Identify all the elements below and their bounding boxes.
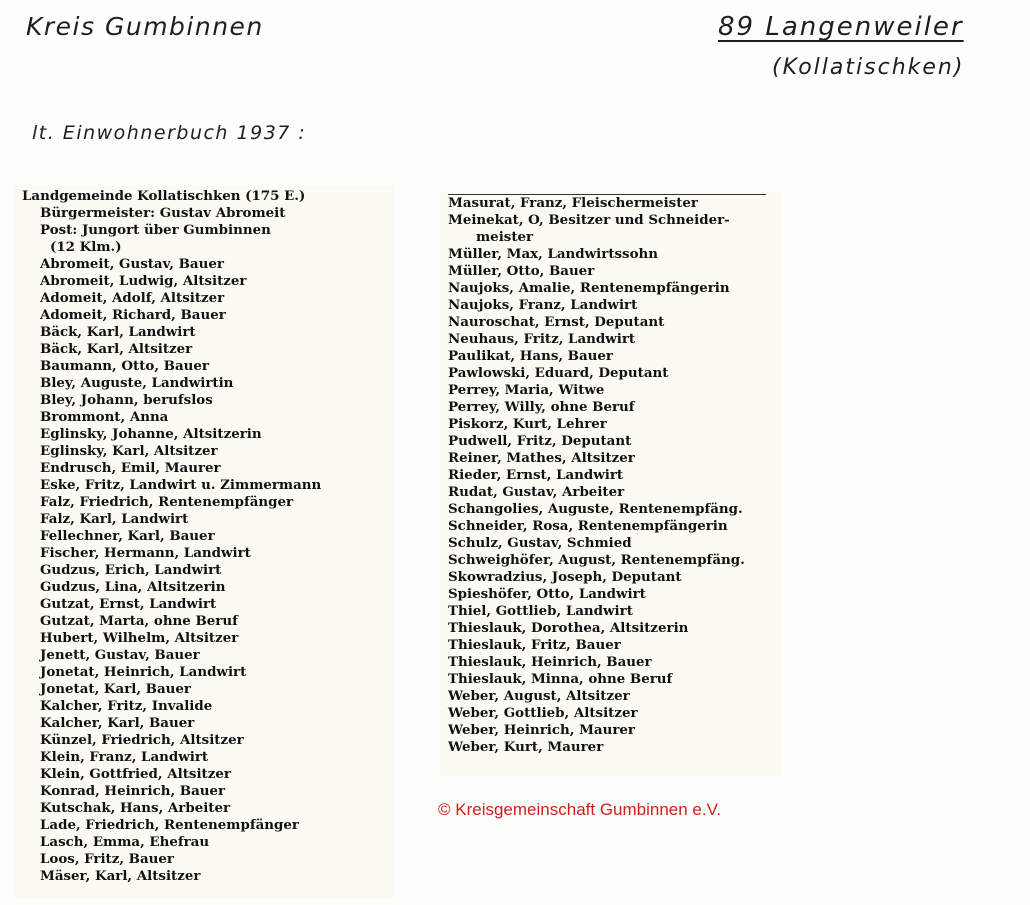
resident-entry: Naujoks, Amalie, Rentenempfängerin: [448, 280, 730, 296]
resident-entry: Fischer, Hermann, Landwirt: [40, 545, 251, 561]
resident-entry: Müller, Otto, Bauer: [448, 263, 595, 279]
village-title: 89 Langenweiler: [718, 12, 964, 42]
resident-entry: Masurat, Franz, Fleischermeister: [448, 195, 698, 211]
resident-entry: Weber, Kurt, Maurer: [448, 739, 604, 755]
resident-entry: Müller, Max, Landwirtssohn: [448, 246, 658, 262]
resident-entry: Gudzus, Erich, Landwirt: [40, 562, 222, 578]
source-note: lt. Einwohnerbuch 1937 :: [32, 122, 307, 144]
resident-entry: Thieslauk, Heinrich, Bauer: [448, 654, 652, 670]
resident-entry: Neuhaus, Fritz, Landwirt: [448, 331, 636, 347]
resident-entry: Brommont, Anna: [40, 409, 169, 425]
post-distance: (12 Klm.): [50, 239, 122, 255]
resident-entry: Skowradzius, Joseph, Deputant: [448, 569, 682, 585]
resident-entry: Gutzat, Marta, ohne Beruf: [40, 613, 238, 629]
resident-entry: meister: [476, 229, 534, 245]
resident-entry: Eske, Fritz, Landwirt u. Zimmermann: [40, 477, 322, 493]
resident-entry: Adomeit, Adolf, Altsitzer: [40, 290, 225, 306]
resident-entry: Schangolies, Auguste, Rentenempfäng.: [448, 501, 743, 517]
resident-entry: Eglinsky, Johanne, Altsitzerin: [40, 426, 262, 442]
resident-entry: Jonetat, Karl, Bauer: [40, 681, 191, 697]
resident-entry: Bley, Johann, berufslos: [40, 392, 213, 408]
resident-entry: Baumann, Otto, Bauer: [40, 358, 209, 374]
resident-entry: Rudat, Gustav, Arbeiter: [448, 484, 625, 500]
resident-entry: Meinekat, O, Besitzer und Schneider-: [448, 212, 730, 228]
resident-entry: Endrusch, Emil, Maurer: [40, 460, 221, 476]
resident-entry: Rieder, Ernst, Landwirt: [448, 467, 624, 483]
resident-entry: Thieslauk, Fritz, Bauer: [448, 637, 621, 653]
resident-entry: Abromeit, Gustav, Bauer: [40, 256, 224, 272]
resident-entry: Falz, Karl, Landwirt: [40, 511, 189, 527]
resident-entry: Pawlowski, Eduard, Deputant: [448, 365, 669, 381]
resident-entry: Schneider, Rosa, Rentenempfängerin: [448, 518, 728, 534]
municipality-heading: Landgemeinde Kollatischken (175 E.): [22, 188, 306, 204]
resident-entry: Eglinsky, Karl, Altsitzer: [40, 443, 218, 459]
resident-entry: Loos, Fritz, Bauer: [40, 851, 174, 867]
resident-entry: Naujoks, Franz, Landwirt: [448, 297, 638, 313]
resident-entry: Gudzus, Lina, Altsitzerin: [40, 579, 226, 595]
resident-entry: Perrey, Maria, Witwe: [448, 382, 605, 398]
resident-entry: Jonetat, Heinrich, Landwirt: [40, 664, 247, 680]
village-former-name: (Kollatischken): [772, 55, 965, 80]
resident-entry: Hubert, Wilhelm, Altsitzer: [40, 630, 239, 646]
resident-entry: Lasch, Emma, Ehefrau: [40, 834, 210, 850]
resident-entry: Thieslauk, Dorothea, Altsitzerin: [448, 620, 689, 636]
resident-entry: Pudwell, Fritz, Deputant: [448, 433, 632, 449]
resident-entry: Bley, Auguste, Landwirtin: [40, 375, 234, 391]
resident-entry: Falz, Friedrich, Rentenempfänger: [40, 494, 294, 510]
resident-entry: Kalcher, Karl, Bauer: [40, 715, 195, 731]
resident-entry: Künzel, Friedrich, Altsitzer: [40, 732, 244, 748]
resident-entry: Klein, Franz, Landwirt: [40, 749, 209, 765]
resident-entry: Reiner, Mathes, Altsitzer: [448, 450, 635, 466]
resident-list-left: [22, 188, 394, 885]
resident-entry: Schulz, Gustav, Schmied: [448, 535, 632, 551]
resident-entry: Thiel, Gottlieb, Landwirt: [448, 603, 633, 619]
resident-entry: Nauroschat, Ernst, Deputant: [448, 314, 665, 330]
resident-entry: Gutzat, Ernst, Landwirt: [40, 596, 217, 612]
resident-entry: Schweighöfer, August, Rentenempfäng.: [448, 552, 745, 568]
resident-list-right: [448, 195, 784, 756]
resident-entry: Weber, Heinrich, Maurer: [448, 722, 635, 738]
district-title: Kreis Gumbinnen: [26, 12, 264, 41]
resident-entry: Konrad, Heinrich, Bauer: [40, 783, 226, 799]
resident-entry: Weber, August, Altsitzer: [448, 688, 630, 704]
resident-entry: Weber, Gottlieb, Altsitzer: [448, 705, 638, 721]
right-entries: [448, 195, 784, 756]
resident-entry: Mäser, Karl, Altsitzer: [40, 868, 201, 884]
resident-entry: Bäck, Karl, Landwirt: [40, 324, 196, 340]
resident-entry: Bäck, Karl, Altsitzer: [40, 341, 193, 357]
resident-entry: Kalcher, Fritz, Invalide: [40, 698, 213, 714]
resident-entry: Thieslauk, Minna, ohne Beruf: [448, 671, 673, 687]
resident-entry: Perrey, Willy, ohne Beruf: [448, 399, 635, 415]
resident-entry: Klein, Gottfried, Altsitzer: [40, 766, 231, 782]
resident-entry: Lade, Friedrich, Rentenempfänger: [40, 817, 299, 833]
resident-entry: Abromeit, Ludwig, Altsitzer: [40, 273, 247, 289]
post-line: Post: Jungort über Gumbinnen: [40, 222, 271, 238]
resident-entry: Jenett, Gustav, Bauer: [40, 647, 200, 663]
resident-entry: Piskorz, Kurt, Lehrer: [448, 416, 607, 432]
mayor-line: Bürgermeister: Gustav Abromeit: [40, 205, 286, 221]
resident-entry: Adomeit, Richard, Bauer: [40, 307, 226, 323]
resident-entry: Kutschak, Hans, Arbeiter: [40, 800, 231, 816]
resident-entry: Spieshöfer, Otto, Landwirt: [448, 586, 646, 602]
resident-entry: Paulikat, Hans, Bauer: [448, 348, 613, 364]
copyright-notice: © Kreisgemeinschaft Gumbinnen e.V.: [438, 800, 722, 819]
left-entries: [22, 256, 394, 885]
resident-entry: Fellechner, Karl, Bauer: [40, 528, 215, 544]
